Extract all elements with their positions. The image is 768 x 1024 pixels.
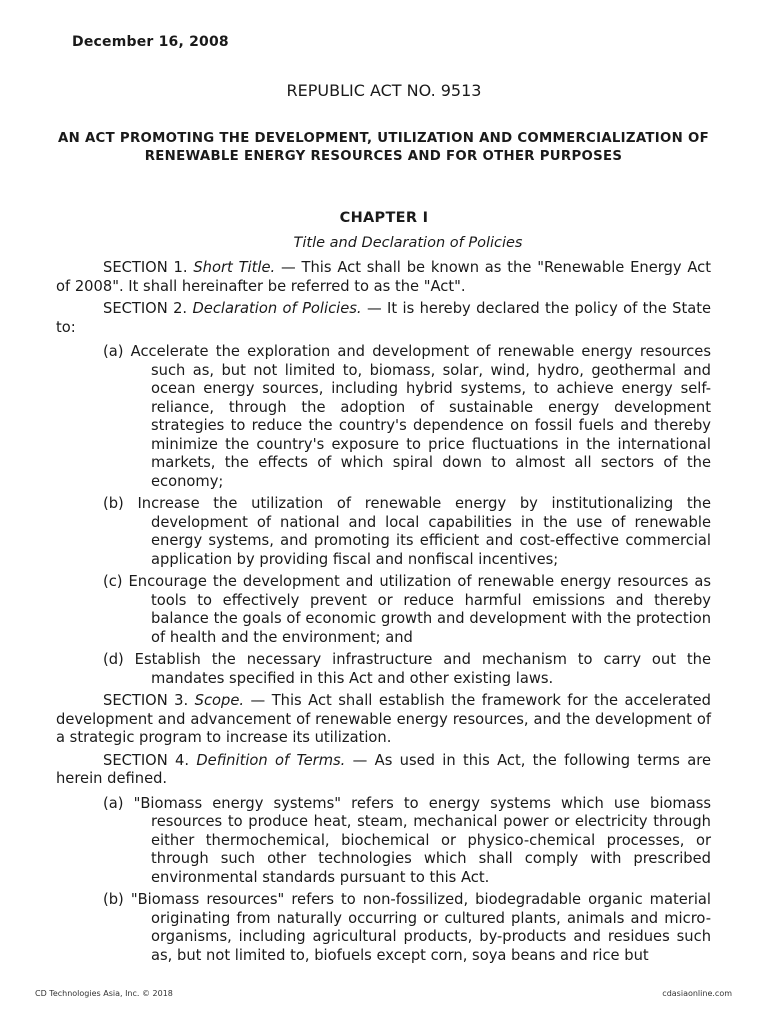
section-lead: SECTION 3. (103, 692, 195, 709)
section-lead: SECTION 2. (103, 300, 193, 317)
section-4 (56, 752, 711, 789)
section-1 (56, 259, 711, 296)
act-number: REPUBLIC ACT NO. 9513 (286, 81, 482, 100)
chapter-subheading: Title and Declaration of Policies (293, 235, 523, 251)
section-title: Scope. (194, 692, 245, 709)
section-title: Declaration of Policies. (192, 300, 362, 317)
section-title: Short Title. (193, 259, 276, 276)
section-lead: SECTION 1. (103, 259, 194, 276)
document-body (56, 259, 711, 969)
section-text: — This Act shall establish the framework for the accelerated development and advancement of renewable energy resources, and the development of a strategic program to increase its utilization. (56, 692, 711, 746)
section-text: — This Act shall be known as the "Renewable Energy Act of 2008". It shall hereinafter be referred to as the "Act". (56, 259, 712, 295)
chapter-heading: CHAPTER I (339, 210, 429, 226)
section-lead: SECTION 4. (103, 751, 197, 769)
policy-item-a: (a) Accelerate the exploration and development of renewable energy resources such as, but not limited to, biomass, solar, wind, hydro, geothermal and ocean energy sources, including hybrid systems, to achieve energy self-reliance, through the adoption of sustainable energy development strategies to reduce the country's dependence on fossil fuels and thereby minimize the country's exposure to price fluctuations in the international markets, the effects of which spiral down to almost all sectors of the economy; (103, 343, 711, 490)
section-title: Definition of Terms. (196, 751, 346, 769)
definition-item-a: (a) "Biomass energy systems" refers to energy systems which use biomass resources to produce heat, steam, mechanical power or electricity through either thermochemical, biochemical or physico-chemical processes, or through such other technologies which shall comply with prescribed environmental standards pursuant to this Act. (103, 794, 711, 886)
policy-item-c: (c) Encourage the development and utilization of renewable energy resources as tools to effectively prevent or reduce harmful emissions and thereby balance the goals of economic growth and development with the protection of health and the environment; and (103, 573, 711, 646)
section-3 (56, 692, 711, 748)
policy-item-d: (d) Establish the necessary infrastructure and mechanism to carry out the mandates specified in this Act and other existing laws. (103, 651, 711, 687)
footer-copyright: CD Technologies Asia, Inc. © 2018 (35, 989, 173, 998)
section-2 (56, 300, 711, 337)
definition-item-b: (b) "Biomass resources" refers to non-fossilized, biodegradable organic material originating from naturally occurring or cultured plants, animals and micro-organisms, including agricultural products, by-products and residues such as, but not limited to, biofuels except corn, soya beans and rice but (103, 891, 711, 964)
section-text: — It is hereby declared the policy of the State to: (56, 300, 712, 336)
act-title: AN ACT PROMOTING THE DEVELOPMENT, UTILIZATION AND COMMERCIALIZATION OF RENEWABLE ENERGY RESOURCES AND FOR OTHER PURPOSES (58, 131, 709, 164)
section-text: — As used in this Act, the following terms are herein defined. (56, 751, 712, 787)
footer-website: cdasiaonline.com (662, 989, 732, 998)
policy-item-b: (b) Increase the utilization of renewable energy by institutionalizing the development of national and local capabilities in the use of renewable energy systems, and promoting its efficient and cost-effective commercial application by providing fiscal and nonfiscal incentives; (103, 495, 711, 568)
document-date: December 16, 2008 (72, 34, 229, 50)
